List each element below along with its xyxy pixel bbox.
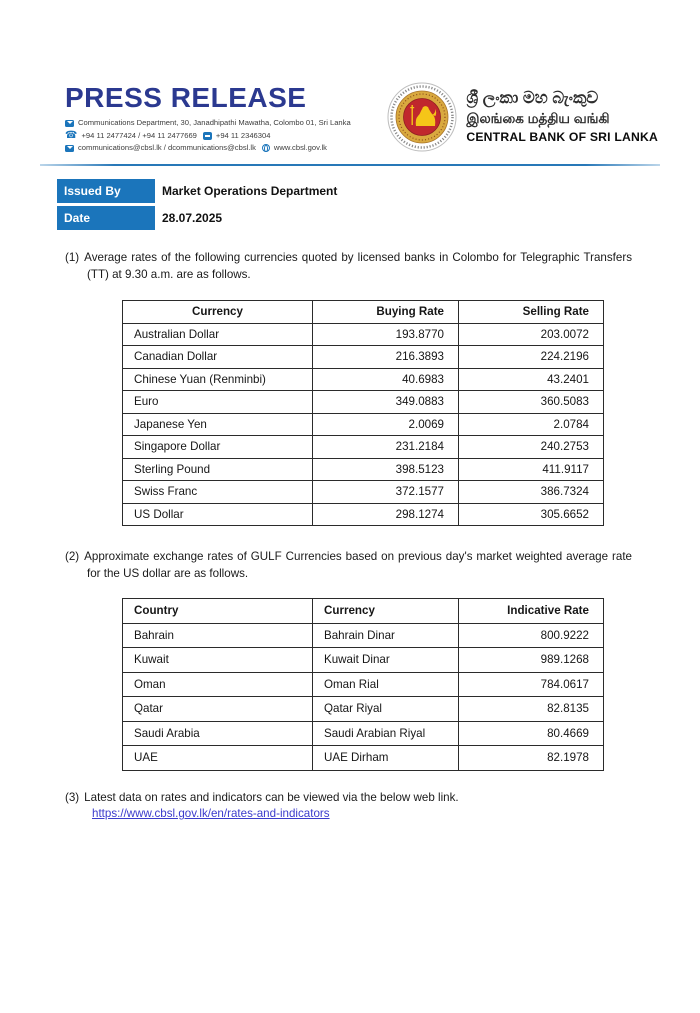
currency-cell: Qatar Riyal — [313, 697, 459, 722]
country-cell: Kuwait — [123, 648, 313, 673]
country-cell: Bahrain — [123, 623, 313, 648]
currency-cell: Saudi Arabian Riyal — [313, 721, 459, 746]
table-row — [123, 458, 604, 481]
country-cell: Oman — [123, 672, 313, 697]
paragraph-2-text: Approximate exchange rates of GULF Currencies based on previous day's market weighted average rate for the US dollar are as follows. — [84, 550, 632, 580]
column-header-indicative-rate: Indicative Rate — [459, 599, 604, 624]
currency-cell: Kuwait Dinar — [313, 648, 459, 673]
phone-icon: ☎ — [65, 129, 78, 141]
indicative-rate-cell: 82.1978 — [459, 746, 604, 771]
table-row — [123, 413, 604, 436]
currency-cell: Swiss Franc — [123, 481, 313, 504]
currency-cell: Australian Dollar — [123, 323, 313, 346]
table-header-row — [123, 599, 604, 624]
selling-rate-cell: 203.0072 — [459, 323, 604, 346]
table-row — [123, 623, 604, 648]
currency-cell: Japanese Yen — [123, 413, 313, 436]
selling-rate-cell: 305.6652 — [459, 503, 604, 526]
currency-cell: Sterling Pound — [123, 458, 313, 481]
envelope-icon — [65, 120, 74, 127]
contact-fax: +94 11 2346304 — [215, 130, 271, 140]
paragraph-3-number: (3) — [65, 790, 80, 804]
buying-rate-cell: 298.1274 — [313, 503, 459, 526]
bank-name-sinhala: ශ්‍රී ලංකා මහ බැංකුව — [466, 89, 599, 108]
header-left — [65, 84, 351, 155]
contact-phone-line — [65, 130, 351, 143]
fax-icon — [203, 132, 212, 140]
column-header-currency: Currency — [313, 599, 459, 624]
issued-by-row — [57, 179, 700, 203]
country-cell: UAE — [123, 746, 313, 771]
indicative-rate-cell: 82.8135 — [459, 697, 604, 722]
table-row — [123, 672, 604, 697]
header — [0, 0, 700, 155]
email-icon — [65, 145, 74, 152]
header-right — [387, 82, 658, 152]
date-label: Date — [57, 206, 155, 230]
bank-names — [466, 90, 658, 143]
paragraph-1-number: (1) — [65, 251, 80, 264]
paragraph-3 — [65, 790, 632, 807]
selling-rate-cell: 43.2401 — [459, 368, 604, 391]
buying-rate-cell: 216.3893 — [313, 346, 459, 369]
currency-cell: Singapore Dollar — [123, 436, 313, 459]
contact-address-line — [65, 117, 351, 130]
indicative-rate-cell: 989.1268 — [459, 648, 604, 673]
paragraph-3-text: Latest data on rates and indicators can be viewed via the below web link. — [84, 790, 459, 804]
contact-phones: +94 11 2477424 / +94 11 2477669 — [81, 130, 197, 140]
issued-by-label: Issued By — [57, 179, 155, 203]
table-header-row — [123, 301, 604, 324]
selling-rate-cell: 240.2753 — [459, 436, 604, 459]
buying-rate-cell: 2.0069 — [313, 413, 459, 436]
meta-section — [57, 179, 700, 230]
currency-cell: Chinese Yuan (Renminbi) — [123, 368, 313, 391]
buying-rate-cell: 231.2184 — [313, 436, 459, 459]
table-row — [123, 648, 604, 673]
table-row — [123, 368, 604, 391]
paragraph-1-text: Average rates of the following currencies quoted by licensed banks in Colombo for Telegraphic Transfers (TT) at 9.30 a.m. are as follows. — [84, 251, 632, 281]
currency-cell: Euro — [123, 391, 313, 414]
table-row — [123, 346, 604, 369]
buying-rate-cell: 193.8770 — [313, 323, 459, 346]
paragraph-2-number: (2) — [65, 550, 80, 563]
column-header-country: Country — [123, 599, 313, 624]
date-value: 28.07.2025 — [162, 211, 223, 225]
contact-web-line — [65, 142, 351, 155]
table-row — [123, 697, 604, 722]
header-divider — [40, 164, 660, 167]
selling-rate-cell: 360.5083 — [459, 391, 604, 414]
table-row — [123, 323, 604, 346]
table-row — [123, 746, 604, 771]
buying-rate-cell: 40.6983 — [313, 368, 459, 391]
table-row — [123, 391, 604, 414]
column-header-currency: Currency — [123, 301, 313, 324]
selling-rate-cell: 2.0784 — [459, 413, 604, 436]
page-title: PRESS RELEASE — [65, 82, 307, 113]
contact-web: www.cbsl.gov.lk — [273, 143, 327, 152]
globe-icon — [262, 144, 270, 152]
buying-rate-cell: 398.5123 — [313, 458, 459, 481]
currency-cell: Bahrain Dinar — [313, 623, 459, 648]
currency-cell: Oman Rial — [313, 672, 459, 697]
paragraph-2 — [65, 549, 632, 582]
paragraph-1 — [65, 250, 632, 283]
gulf-rates-table — [122, 598, 604, 771]
contact-address: Communications Department, 30, Janadhipathi Mawatha, Colombo 01, Sri Lanka — [78, 118, 351, 127]
bank-name-english: CENTRAL BANK OF SRI LANKA — [466, 130, 658, 145]
table-row — [123, 481, 604, 504]
selling-rate-cell: 386.7324 — [459, 481, 604, 504]
cbsl-logo — [387, 82, 457, 152]
column-header-selling-rate: Selling Rate — [459, 301, 604, 324]
column-header-buying-rate: Buying Rate — [313, 301, 459, 324]
indicative-rate-cell: 800.9222 — [459, 623, 604, 648]
currency-cell: Canadian Dollar — [123, 346, 313, 369]
currency-cell: US Dollar — [123, 503, 313, 526]
buying-rate-cell: 349.0883 — [313, 391, 459, 414]
selling-rate-cell: 224.2196 — [459, 346, 604, 369]
country-cell: Qatar — [123, 697, 313, 722]
indicative-rate-cell: 784.0617 — [459, 672, 604, 697]
country-cell: Saudi Arabia — [123, 721, 313, 746]
tt-rates-table — [122, 300, 604, 526]
indicative-rate-cell: 80.4669 — [459, 721, 604, 746]
contact-emails: communications@cbsl.lk / dcommunications@cbsl.lk — [78, 143, 256, 152]
selling-rate-cell: 411.9117 — [459, 458, 604, 481]
table-row — [123, 503, 604, 526]
date-row — [57, 206, 700, 230]
rates-and-indicators-link[interactable]: https://www.cbsl.gov.lk/en/rates-and-indicators — [92, 807, 330, 820]
table-row — [123, 436, 604, 459]
rates-link-line — [92, 807, 700, 820]
issued-by-value: Market Operations Department — [162, 184, 338, 198]
bank-name-tamil: இலங்கை மத்திய வங்கி — [466, 110, 610, 126]
currency-cell: UAE Dirham — [313, 746, 459, 771]
buying-rate-cell: 372.1577 — [313, 481, 459, 504]
table-row — [123, 721, 604, 746]
